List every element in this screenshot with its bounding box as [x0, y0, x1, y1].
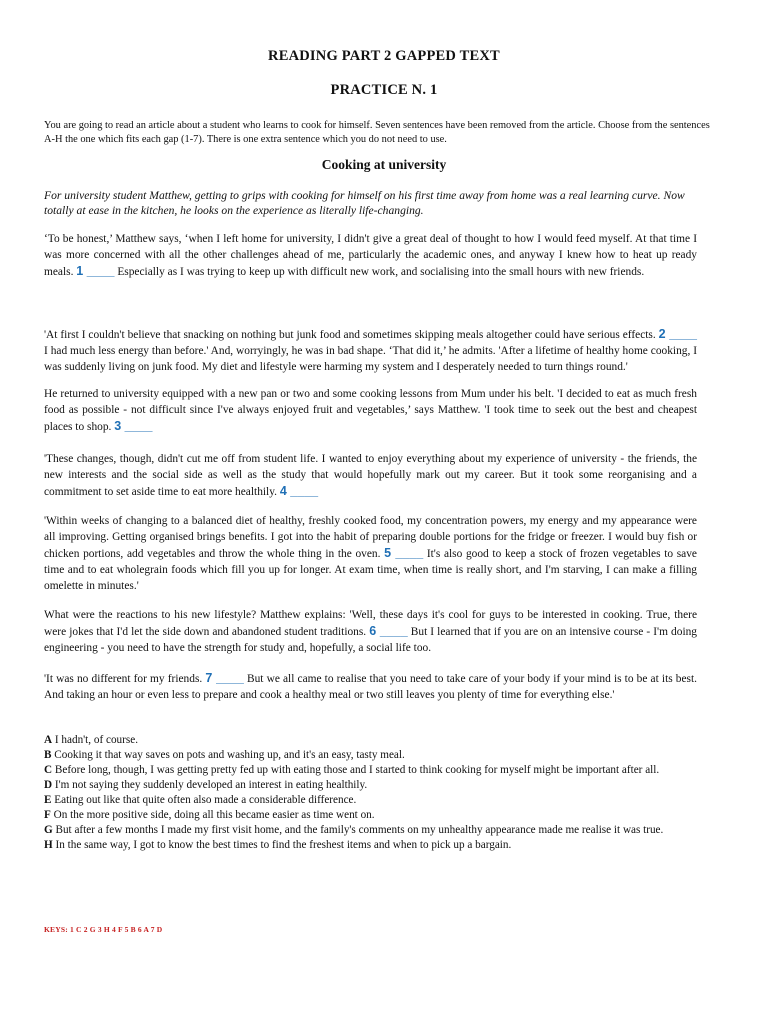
gap-2: 2 ____ — [658, 327, 698, 341]
option-text: I'm not saying they suddenly developed an interest in eating healthily. — [52, 779, 368, 791]
gap-1: 1 ____ — [76, 263, 115, 278]
paragraph-text: 'Within weeks of changing to a balanced diet of healthy, freshly cooked food, my concentration powers, my energy and my appearance were all improving. Getting organised brings benefits. I got into the habit of preparing double portions for the fridge or freezer. I would buy fish or chicken portions, add vegetables and throw the whole thing in the oven. — [44, 515, 697, 560]
option-a — [44, 733, 704, 748]
option-d — [44, 778, 704, 793]
paragraph-text: I had much less energy than before.' And, worryingly, he was in bad shape. ‘That did it,’ he admits. 'After a lifetime of healthy home cooking, I was suddenly living on junk food. My diet and lifestyle were harming my system and I desperately needed to turn things round.' — [44, 344, 697, 373]
option-text: On the more positive side, doing all this became easier as time went on. — [50, 809, 375, 821]
article-paragraph-2 — [44, 327, 697, 376]
paragraph-text: He returned to university equipped with a new pan or two and some cooking lessons from Mum under his belt. 'I decided to eat as much fresh food as possible - not difficult since I've always enjoyed fruit and vegetables,’ says Matthew. 'I took time to seek out the best and cheapest places to shop. — [44, 388, 697, 433]
option-h — [44, 838, 704, 853]
option-letter: G — [44, 824, 53, 836]
article-title: Cooking at university — [321, 157, 447, 172]
gap-6: 6 ____ — [369, 623, 408, 638]
option-letter: E — [44, 794, 52, 806]
article-paragraph-1 — [44, 232, 697, 281]
article-paragraph-5 — [44, 514, 697, 595]
gap-5: 5 ____ — [384, 545, 424, 560]
article-paragraph-3 — [44, 387, 697, 436]
option-letter: F — [44, 809, 51, 821]
option-text: Cooking it that way saves on pots and washing up, and it's an easy, tasty meal. — [51, 749, 405, 761]
paragraph-text: But we all came to realise that you need to take care of your body if your mind is to be at its best. And taking an hour or even less to prepare and cook a healthy meal or two still leaves you plenty of time for everything else.' — [44, 673, 697, 701]
option-text: In the same way, I got to know the best times to find the freshest items and when to pick up a bargain. — [52, 839, 512, 851]
paragraph-text: 'These changes, though, didn't cut me off from student life. I wanted to enjoy everything about my experience of university - the friends, the new interests and the social side as well as the study that would hopefully mark out my career. But it took some reorganising and a commitment to set aside time to eat more healthily. — [44, 453, 697, 498]
gap-3: 3 ____ — [114, 418, 153, 433]
option-f — [44, 808, 704, 823]
option-letter: A — [44, 734, 53, 746]
option-text: Eating out like that quite often also made a considerable difference. — [51, 794, 357, 806]
article-paragraph-7 — [44, 671, 697, 704]
option-e — [44, 793, 704, 808]
paragraph-text: ‘To be honest,’ Matthew says, ‘when I left home for university, I didn't give a great deal of thought to how I would feed myself. At that time I was more concerned with all the other challenges ahead of me, particularly the academic ones, and anyway I knew how to heat up ready meals. — [44, 233, 697, 278]
paragraph-text: It's also good to keep a stock of frozen vegetables to save time and to eat wholegrain foods which fill you up for longer. At exam time, when time is really short, and I'm starving, I can make a filling omelette in minutes.' — [44, 547, 697, 592]
article-intro: For university student Matthew, getting to grips with cooking for himself on his first time away from home was a real learning curve. Now totally at ease in the kitchen, he looks on the experience as literally life-changing. — [44, 189, 685, 218]
article-paragraph-4 — [44, 452, 697, 501]
paragraph-text: 'At first I couldn't believe that snacking on nothing but junk food and sometimes skipping meals altogether could have serious effects. — [44, 329, 659, 341]
option-c — [44, 763, 704, 778]
option-text: But after a few months I made my first visit home, and the family's comments on my unhealthy appearance made me realise it was true. — [52, 824, 664, 836]
paragraph-text: But I learned that if you are on an intensive course - I'm doing engineering - you need to have the strength for study and, hopefully, a social life too. — [44, 625, 697, 654]
option-letter: C — [44, 764, 53, 776]
option-g — [44, 823, 704, 838]
answer-options — [44, 733, 704, 853]
option-letter: B — [44, 749, 52, 761]
paragraph-text: What were the reactions to his new lifestyle? Matthew explains: 'Well, these days it's cool for guys to be interested in cooking. True, there were jokes that I'd let the side down and abandoned student traditions. — [44, 609, 697, 638]
option-letter: D — [44, 779, 53, 791]
page-title: READING PART 2 GAPPED TEXT — [268, 48, 500, 64]
option-text: I hadn't, of course. — [52, 734, 138, 746]
paragraph-text: Especially as I was trying to keep up with difficult new work, and socialising into the small hours with new friends. — [114, 265, 645, 278]
option-text: Before long, though, I was getting pretty fed up with eating those and I started to think cooking for myself might be important after all. — [52, 764, 660, 776]
gap-7: 7 ____ — [205, 671, 244, 685]
option-letter: H — [44, 839, 53, 851]
practice-number: PRACTICE N. 1 — [330, 82, 438, 98]
answer-keys: KEYS: 1 C 2 G 3 H 4 F 5 B 6 A 7 D — [44, 925, 163, 934]
paragraph-text: 'It was no different for my friends. — [44, 673, 206, 685]
article-paragraph-6 — [44, 608, 697, 657]
option-b — [44, 748, 704, 763]
gap-4: 4 ____ — [279, 483, 319, 498]
instructions: You are going to read an article about a student who learns to cook for himself. Seven sentences have been removed from the article. Choose from the sentences A-H the one which fits each gap (1-7). There is one extra sentence which you do not need to use. — [44, 120, 710, 145]
